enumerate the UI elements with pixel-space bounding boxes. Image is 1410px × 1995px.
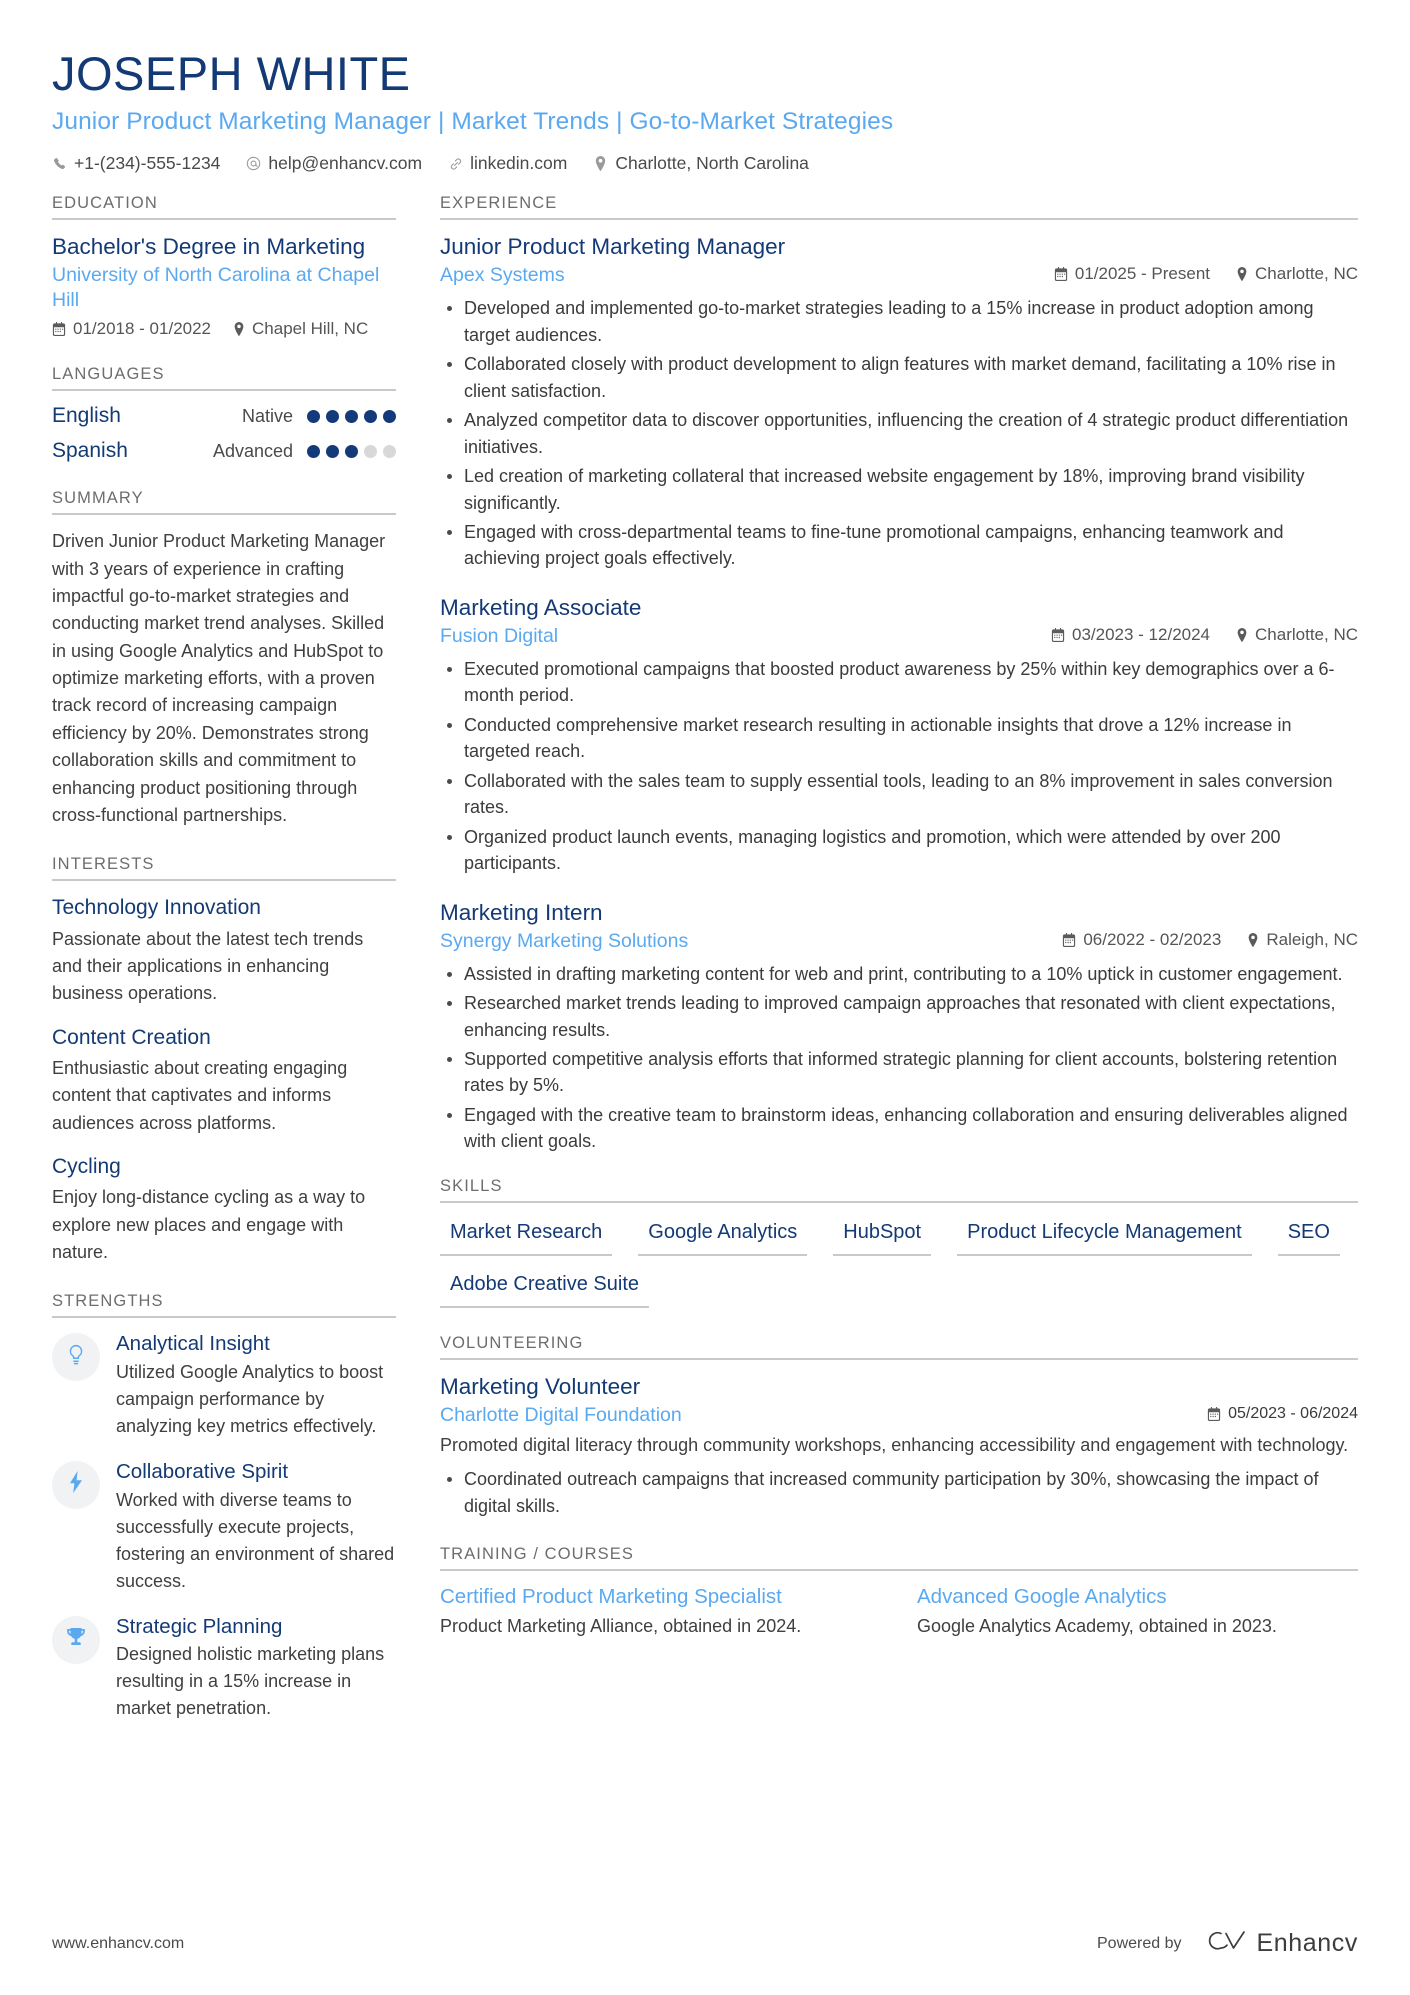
job-location [1236,264,1358,284]
job-date-text: 01/2025 - Present [1074,264,1211,284]
interest-title: Technology Innovation [52,896,261,920]
job-title: Marketing Associate [440,594,642,620]
language-level: Advanced [212,440,293,461]
calendar-icon [1207,1407,1221,1421]
strength-desc: Worked with diverse teams to successfully execute projects, fostering an environment of shared success. [116,1489,395,1591]
volunteer-meta-line [440,1401,1358,1428]
job-bullets [440,656,1358,877]
experience-entry [440,594,1358,877]
bullet: Conducted comprehensive market research resulting in actionable insights that drove a 12% increase in targeted reach. [440,712,1358,765]
section-title-skills: SKILLS [440,1176,503,1195]
bullet: Collaborated with the sales team to supply essential tools, leading to an 8% improvement in sales conversion rates. [440,768,1358,821]
page-footer [52,1928,1358,1959]
interest-item [52,894,396,1007]
calendar-icon [1051,628,1065,642]
contact-location [593,153,809,174]
skills-list [440,1216,1358,1308]
job-date-text: 03/2023 - 12/2024 [1072,624,1211,644]
phone-icon [52,156,67,172]
section-training [440,1545,1358,1640]
job-meta-line [440,622,1358,649]
strength-title: Strategic Planning [116,1614,283,1638]
section-rule [440,1201,1358,1203]
job-meta-line [440,261,1358,288]
strength-icon-badge [52,1616,100,1664]
education-date [52,319,211,339]
volunteer-role: Marketing Volunteer [440,1373,641,1399]
strength-body [116,1331,396,1440]
location-icon [593,156,608,172]
bullet: Assisted in drafting marketing content for web and print, contributing to a 10% uptick in customer engagement. [440,961,1358,987]
bullet: Engaged with the creative team to brainstorm ideas, enhancing collaboration and ensuring deliverables aligned with client goals. [440,1102,1358,1155]
section-rule [52,218,396,220]
contact-email[interactable] [246,153,422,174]
section-rule [52,1316,396,1318]
language-level: Native [241,405,293,426]
job-meta [1054,264,1358,284]
volunteer-date-text: 05/2023 - 06/2024 [1228,1404,1358,1422]
job-location-text: Charlotte, NC [1255,264,1358,284]
strength-title: Analytical Insight [116,1332,270,1356]
bullet: Collaborated closely with product development to align features with market demand, facilitating a 10% rise in client satisfaction. [440,351,1358,404]
education-location [233,319,368,339]
strength-body [116,1614,396,1723]
section-title-volunteering: VOLUNTEERING [440,1333,584,1352]
section-title-summary: SUMMARY [52,489,144,508]
section-title-languages: LANGUAGES [52,365,165,384]
contact-phone[interactable] [52,153,220,174]
volunteering-entry [440,1373,1358,1519]
strength-item [52,1459,396,1595]
volunteer-org: Charlotte Digital Foundation [440,1403,682,1426]
section-title-strengths: STRENGTHS [52,1292,164,1311]
course-desc: Product Marketing Alliance, obtained in 2024. [440,1615,802,1636]
dot [326,445,339,458]
lightbulb-icon [66,1344,86,1371]
section-summary [52,489,396,829]
strength-desc: Utilized Google Analytics to boost campaign performance by analyzing key metrics effectively. [116,1361,384,1436]
job-location [1236,625,1358,645]
section-rule [440,218,1358,220]
volunteer-bullets [440,1466,1358,1519]
enhancv-brand [1200,1928,1359,1959]
job-date [1062,930,1221,950]
interest-title: Cycling [52,1154,121,1178]
education-entry [52,233,396,339]
strength-icon-badge [52,1461,100,1509]
lightning-bolt-icon [68,1471,84,1498]
education-date-text: 01/2018 - 01/2022 [73,319,212,339]
strength-item [52,1614,396,1723]
interest-desc: Enthusiastic about creating engaging content that captivates and informs audiences across platforms. [52,1057,348,1133]
bullet: Engaged with cross-departmental teams to fine-tune promotional campaigns, enhancing teamwork and achieving project goals effectively. [440,519,1358,572]
section-title-interests: INTERESTS [52,855,155,874]
language-proficiency-dots [307,410,396,423]
job-date [1054,264,1210,284]
job-date-text: 06/2022 - 02/2023 [1083,929,1222,949]
language-row-spanish [52,439,396,463]
dot [383,410,396,423]
dot [383,445,396,458]
job-location-text: Charlotte, NC [1255,624,1358,644]
dot [364,445,377,458]
enhancv-brand-name: Enhancv [1256,1929,1358,1957]
job-meta [1051,625,1358,645]
bullet: Organized product launch events, managing logistics and promotion, which were attended by over 200 participants. [440,824,1358,877]
job-company: Synergy Marketing Solutions [440,929,689,952]
volunteer-date [1207,1405,1358,1423]
strength-icon-badge [52,1333,100,1381]
section-rule [52,879,396,881]
resume-header [52,48,1358,174]
courses-list [440,1584,1358,1640]
contact-phone-text: +1-(234)-555-1234 [74,153,221,174]
right-column [418,194,1358,1644]
language-name: English [52,404,121,428]
language-name: Spanish [52,439,128,463]
location-icon [1247,933,1259,947]
contact-location-text: Charlotte, North Carolina [615,153,809,174]
location-icon [1236,628,1248,642]
course-title: Advanced Google Analytics [917,1585,1167,1609]
language-proficiency-dots [307,445,396,458]
interest-desc: Enjoy long-distance cycling as a way to explore new places and engage with nature. [52,1187,366,1262]
education-location-text: Chapel Hill, NC [252,319,369,339]
powered-by [1097,1928,1358,1959]
job-company: Fusion Digital [440,624,559,647]
bullet: Developed and implemented go-to-market strategies leading to a 15% increase in product adoption among target audiences. [440,295,1358,348]
skill-tag: Market Research [440,1216,612,1256]
section-rule [440,1358,1358,1360]
education-degree: Bachelor's Degree in Marketing [52,234,366,260]
section-experience [440,194,1358,1155]
volunteer-desc: Promoted digital literacy through community workshops, enhancing accessibility and engagement with technology. [440,1434,1349,1455]
bullet: Analyzed competitor data to discover opportunities, influencing the creation of 4 strategic product differentiation initiatives. [440,407,1358,460]
bullet: Executed promotional campaigns that boosted product awareness by 25% within key demographics over a 6-month period. [440,656,1358,709]
dot [307,445,320,458]
contact-row [52,153,1358,174]
dot [345,410,358,423]
section-strengths [52,1292,396,1722]
calendar-icon [1054,267,1068,281]
candidate-name: JOSEPH WHITE [52,47,411,100]
dot [326,410,339,423]
bullet: Supported competitive analysis efforts that informed strategic planning for client accounts, bolstering retention rates by 5%. [440,1046,1358,1099]
course-desc: Google Analytics Academy, obtained in 2023. [917,1615,1277,1636]
section-rule [440,1569,1358,1571]
interest-item [52,1024,396,1137]
trophy-icon [65,1626,87,1653]
section-title-education: EDUCATION [52,194,158,213]
section-rule [52,389,396,391]
location-icon [233,322,245,336]
enhancv-logo-icon [1200,1928,1246,1959]
interest-item [52,1153,396,1266]
course-title: Certified Product Marketing Specialist [440,1585,782,1609]
powered-by-label: Powered by [1097,1934,1182,1952]
skill-tag: SEO [1278,1216,1340,1256]
link-icon [448,156,463,172]
bullet: Researched market trends leading to improved campaign approaches that resonated with client expectations, enhancing results. [440,990,1358,1043]
footer-website[interactable]: www.enhancv.com [52,1934,185,1952]
section-languages [52,365,396,463]
course-item [440,1584,881,1640]
contact-linkedin[interactable] [448,153,567,174]
section-education [52,194,396,339]
skill-tag: Google Analytics [638,1216,807,1256]
experience-entry [440,899,1358,1155]
dot [364,410,377,423]
strength-desc: Designed holistic marketing plans resulting in a 15% increase in market penetration. [116,1644,385,1719]
strength-body [116,1459,396,1595]
calendar-icon [52,322,66,336]
section-rule [52,513,396,515]
experience-entry [440,233,1358,572]
candidate-headline: Junior Product Marketing Manager | Market Trends | Go-to-Market Strategies [52,107,894,135]
skill-tag: Product Lifecycle Management [957,1216,1252,1256]
location-icon [1236,267,1248,281]
resume-body [52,194,1358,1741]
job-meta-line [440,927,1358,954]
dot [307,410,320,423]
job-title: Junior Product Marketing Manager [440,234,786,260]
interest-title: Content Creation [52,1025,211,1049]
job-location-text: Raleigh, NC [1266,929,1358,949]
job-location [1247,930,1358,950]
strength-title: Collaborative Spirit [116,1459,289,1483]
job-date [1051,625,1210,645]
section-title-training: TRAINING / COURSES [440,1545,634,1564]
bullet: Coordinated outreach campaigns that increased community participation by 30%, showcasing the impact of digital skills. [440,1466,1358,1519]
education-school: University of North Carolina at Chapel Hill [52,264,380,312]
skill-tag: Adobe Creative Suite [440,1268,649,1308]
interest-desc: Passionate about the latest tech trends and their applications in enhancing business operations. [52,928,364,1004]
language-row-english [52,404,396,428]
course-item [917,1584,1358,1640]
job-meta [1062,930,1358,950]
left-column [52,194,418,1741]
section-volunteering [440,1334,1358,1519]
job-title: Marketing Intern [440,899,603,925]
calendar-icon [1062,933,1076,947]
contact-linkedin-text: linkedin.com [470,153,568,174]
job-bullets [440,295,1358,572]
job-bullets [440,961,1358,1155]
bullet: Led creation of marketing collateral that increased website engagement by 18%, improving brand visibility significantly. [440,463,1358,516]
section-interests [52,855,396,1266]
strength-item [52,1331,396,1440]
skill-tag: HubSpot [833,1216,931,1256]
education-meta [52,319,396,339]
summary-text: Driven Junior Product Marketing Manager with 3 years of experience in crafting impactful go-to-market strategies and conducting market trend analyses. Skilled in using Google Analytics and HubSpot to optimize marketing efforts, with a proven track record of increasing campaign efficiency by 20%. Demonstrates strong collaboration skills and commitment to enhancing product positioning through cross-functional partnerships. [52,531,386,825]
job-company: Apex Systems [440,264,565,287]
section-skills [440,1177,1358,1308]
contact-email-text: help@enhancv.com [268,153,423,174]
email-icon [246,156,261,172]
section-title-experience: EXPERIENCE [440,194,558,213]
dot [345,445,358,458]
